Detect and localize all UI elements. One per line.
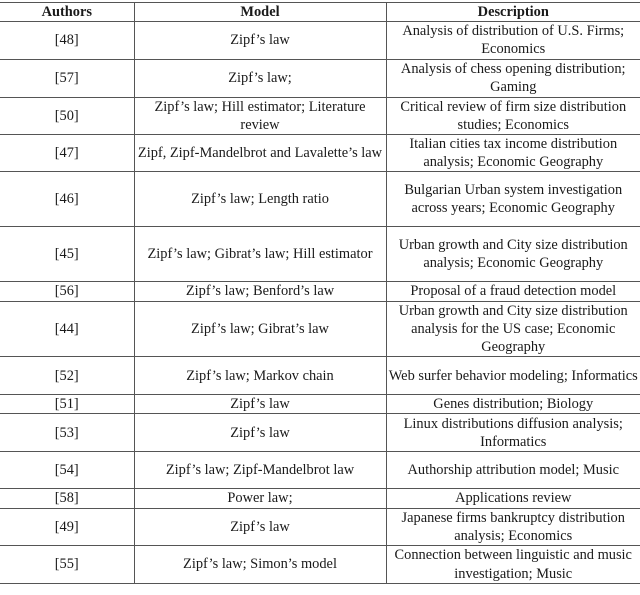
cell-description: Analysis of distribution of U.S. Firms; Economics: [386, 22, 640, 59]
cell-model: Zipf’s law; Simon’s model: [134, 546, 386, 584]
cell-model: Zipf’s law; Zipf-Mandelbrot law: [134, 452, 386, 489]
cell-description: Italian cities tax income distribution analysis; Economic Geography: [386, 135, 640, 172]
table-body: [0, 22, 640, 584]
cell-authors: [50]: [0, 97, 134, 134]
cell-description: Critical review of firm size distribution studies; Economics: [386, 97, 640, 134]
cell-description: Web surfer behavior modeling; Informatics: [386, 357, 640, 395]
cell-description: Japanese firms bankruptcy distribution analysis; Economics: [386, 508, 640, 545]
cell-authors: [47]: [0, 135, 134, 172]
cell-description: Urban growth and City size distribution analysis for the US case; Economic Geography: [386, 301, 640, 357]
truncated-caption-line: [0, 589, 640, 595]
table-row: [0, 301, 640, 357]
cell-authors: [51]: [0, 395, 134, 414]
table-row: [0, 357, 640, 395]
cell-authors: [55]: [0, 546, 134, 584]
cell-description: Genes distribution; Biology: [386, 395, 640, 414]
cell-model: Zipf, Zipf-Mandelbrot and Lavalette’s law: [134, 135, 386, 172]
table-row: [0, 395, 640, 414]
table-row: [0, 489, 640, 508]
cell-description: Urban growth and City size distribution analysis; Economic Geography: [386, 227, 640, 282]
cell-description: Connection between linguistic and music investigation; Music: [386, 546, 640, 584]
table-row: [0, 97, 640, 134]
header-description: Description: [386, 3, 640, 22]
table-row: [0, 508, 640, 545]
cell-model: Zipf’s law; Length ratio: [134, 172, 386, 227]
table-row: [0, 414, 640, 452]
cell-authors: [49]: [0, 508, 134, 545]
table-row: [0, 546, 640, 584]
cell-description: Linux distributions diffusion analysis; Informatics: [386, 414, 640, 452]
cell-description: Applications review: [386, 489, 640, 508]
cell-model: Zipf’s law: [134, 414, 386, 452]
cell-authors: [53]: [0, 414, 134, 452]
table-header-row: [0, 3, 640, 22]
header-model: Model: [134, 3, 386, 22]
cell-model: Zipf’s law; Gibrat’s law: [134, 301, 386, 357]
cell-description: Authorship attribution model; Music: [386, 452, 640, 489]
cell-model: Power law;: [134, 489, 386, 508]
table-row: [0, 59, 640, 97]
cell-description: Analysis of chess opening distribution; Gaming: [386, 59, 640, 97]
cell-authors: [44]: [0, 301, 134, 357]
table-row: [0, 172, 640, 227]
table-row: [0, 135, 640, 172]
table-row: [0, 452, 640, 489]
cell-authors: [46]: [0, 172, 134, 227]
cell-model: Zipf’s law: [134, 22, 386, 59]
cell-description: Bulgarian Urban system investigation across years; Economic Geography: [386, 172, 640, 227]
cell-authors: [48]: [0, 22, 134, 59]
cell-model: Zipf’s law: [134, 508, 386, 545]
table-row: [0, 22, 640, 59]
cell-model: Zipf’s law; Gibrat’s law; Hill estimator: [134, 227, 386, 282]
cell-model: Zipf’s law;: [134, 59, 386, 97]
cell-authors: [58]: [0, 489, 134, 508]
table-row: [0, 227, 640, 282]
cell-authors: [56]: [0, 282, 134, 301]
cell-model: Zipf’s law; Markov chain: [134, 357, 386, 395]
cell-model: Zipf’s law: [134, 395, 386, 414]
literature-table: [0, 2, 640, 584]
cell-model: Zipf’s law; Benford’s law: [134, 282, 386, 301]
cell-authors: [45]: [0, 227, 134, 282]
cell-authors: [57]: [0, 59, 134, 97]
cell-model: Zipf’s law; Hill estimator; Literature review: [134, 97, 386, 134]
table-row: [0, 282, 640, 301]
cell-authors: [54]: [0, 452, 134, 489]
header-authors: Authors: [0, 3, 134, 22]
cell-authors: [52]: [0, 357, 134, 395]
cell-description: Proposal of a fraud detection model: [386, 282, 640, 301]
